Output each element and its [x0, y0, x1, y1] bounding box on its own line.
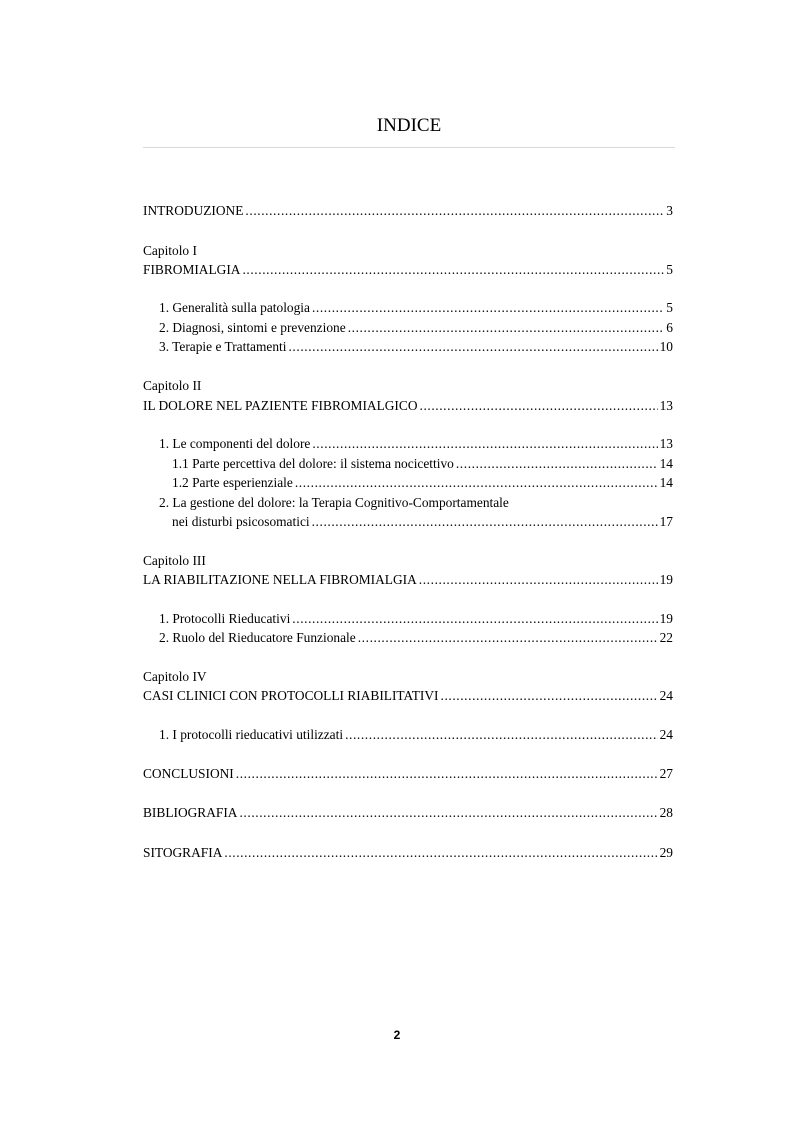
- dot-leader: [348, 318, 665, 338]
- toc-entry-page: 10: [659, 339, 673, 354]
- dot-leader: [312, 434, 657, 454]
- toc-entry-page: 17: [659, 514, 673, 529]
- toc-entry-page: 19: [659, 611, 673, 626]
- toc-entry-protocolli-utilizzati[interactable]: [143, 725, 673, 745]
- toc-entry-label: 2. Ruolo del Rieducatore Funzionale: [159, 630, 356, 645]
- dot-leader: [292, 609, 657, 629]
- toc-entry-page: 13: [659, 398, 673, 413]
- toc-entry-label: 1. Le componenti del dolore: [159, 436, 311, 451]
- toc-entry-label: 1. I protocolli rieducativi utilizzati: [159, 727, 344, 742]
- dot-leader: [236, 764, 658, 784]
- dot-leader: [358, 628, 658, 648]
- toc-entry-percettiva[interactable]: [143, 454, 673, 474]
- toc-entry-bibliografia[interactable]: [143, 803, 673, 823]
- page-number: 2: [393, 1028, 401, 1042]
- toc-entry-terapie[interactable]: [143, 337, 673, 357]
- toc-entry-introduzione[interactable]: [143, 201, 673, 221]
- toc-entry-page: 27: [659, 766, 673, 781]
- dot-leader: [419, 570, 658, 590]
- toc-entry-page: 5: [666, 262, 673, 277]
- toc-entry-page: 22: [659, 630, 673, 645]
- toc-entry-label: 1.2 Parte esperienziale: [172, 475, 293, 490]
- toc-entry-label: 1. Protocolli Rieducativi: [159, 611, 291, 626]
- toc-entry-casi-clinici[interactable]: [143, 686, 673, 706]
- toc-entry-conclusioni[interactable]: [143, 764, 673, 784]
- dot-leader: [456, 454, 658, 474]
- toc-entry-label: FIBROMIALGIA: [143, 262, 241, 277]
- chapter-heading-1: Capitolo I: [143, 243, 197, 258]
- chapter-heading-2: Capitolo II: [143, 378, 202, 393]
- toc-entry-gestione[interactable]: 2. La gestione del dolore: la Terapia Cognitivo-Comportamentale: [159, 495, 509, 510]
- toc-entry-page: 19: [659, 572, 673, 587]
- toc-entry-sitografia[interactable]: [143, 843, 673, 863]
- chapter-heading-4: Capitolo IV: [143, 669, 207, 684]
- toc-entry-componenti[interactable]: [143, 434, 673, 454]
- toc-entry-page: 14: [659, 456, 673, 471]
- page-title: INDICE: [376, 115, 442, 136]
- toc-entry-esperienziale[interactable]: [143, 473, 673, 493]
- toc-entry-protocolli[interactable]: [143, 609, 673, 629]
- toc-entry-label: SITOGRAFIA: [143, 845, 223, 860]
- toc-entry-riabilitazione[interactable]: [143, 570, 673, 590]
- toc-entry-page: 3: [666, 203, 673, 218]
- toc-entry-label: IL DOLORE NEL PAZIENTE FIBROMIALGICO: [143, 398, 418, 413]
- dot-leader: [245, 201, 664, 221]
- toc-entry-label: 1. Generalità sulla patologia: [159, 300, 310, 315]
- dot-leader: [312, 298, 664, 318]
- toc-entry-page: 28: [659, 805, 673, 820]
- toc-entry-page: 6: [666, 320, 673, 335]
- chapter-heading-3: Capitolo III: [143, 553, 206, 568]
- toc-entry-label: CONCLUSIONI: [143, 766, 234, 781]
- toc-entry-label: INTRODUZIONE: [143, 203, 244, 218]
- toc-entry-page: 24: [659, 688, 673, 703]
- toc-entry-generalita[interactable]: [143, 298, 673, 318]
- toc-entry-page: 5: [666, 300, 673, 315]
- toc-entry-page: 13: [659, 436, 673, 451]
- dot-leader: [420, 396, 658, 416]
- dot-leader: [312, 512, 658, 532]
- dot-leader: [242, 260, 664, 280]
- toc-entry-page: 29: [659, 845, 673, 860]
- toc-entry-page: 24: [659, 727, 673, 742]
- toc-entry-diagnosi[interactable]: [143, 318, 673, 338]
- dot-leader: [345, 725, 658, 745]
- title-divider: [143, 147, 675, 148]
- dot-leader: [295, 473, 658, 493]
- dot-leader: [224, 843, 657, 863]
- toc-entry-label: CASI CLINICI CON PROTOCOLLI RIABILITATIVI: [143, 688, 439, 703]
- toc-entry-label: LA RIABILITAZIONE NELLA FIBROMIALGIA: [143, 572, 417, 587]
- toc-entry-label: 1.1 Parte percettiva del dolore: il sistema nocicettivo: [172, 456, 454, 471]
- toc-entry-page: 14: [659, 475, 673, 490]
- dot-leader: [288, 337, 657, 357]
- toc-entry-dolore[interactable]: [143, 396, 673, 416]
- toc-entry-label: BIBLIOGRAFIA: [143, 805, 238, 820]
- toc-entry-label: 3. Terapie e Trattamenti: [159, 339, 287, 354]
- toc-entry-ruolo[interactable]: [143, 628, 673, 648]
- toc-entry-label: 2. Diagnosi, sintomi e prevenzione: [159, 320, 346, 335]
- toc-entry-label: nei disturbi psicosomatici: [172, 514, 310, 529]
- dot-leader: [441, 686, 658, 706]
- dot-leader: [239, 803, 657, 823]
- toc-entry-fibromialgia[interactable]: [143, 260, 673, 280]
- toc-entry-psicosomatici[interactable]: [143, 512, 673, 532]
